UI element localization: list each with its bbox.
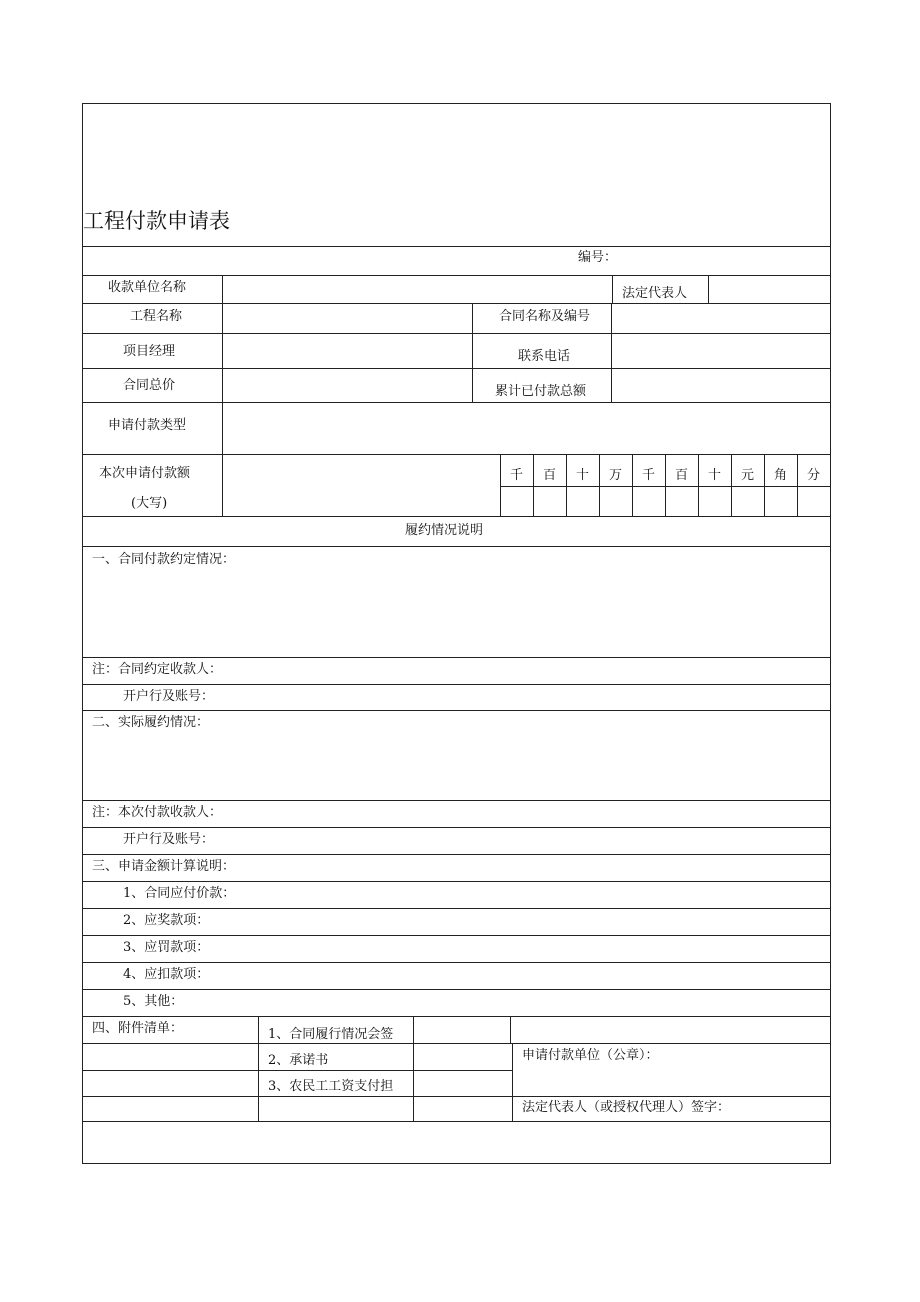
rule xyxy=(533,454,534,516)
amount-label: 本次申请付款额 xyxy=(99,466,191,481)
rule xyxy=(82,710,831,711)
legal-rep-label: 法定代表人 xyxy=(622,286,688,301)
phone-label: 联系电话 xyxy=(518,349,571,364)
project-manager-label: 项目经理 xyxy=(123,344,176,359)
rule xyxy=(599,454,600,516)
rule xyxy=(222,275,223,516)
rule xyxy=(82,303,831,304)
calc-item: 1、合同应付价款： xyxy=(123,886,236,901)
rule xyxy=(82,908,831,909)
project-name-label: 工程名称 xyxy=(130,309,183,324)
section-3-label: 三、申请金额计算说明： xyxy=(92,859,236,874)
calc-item: 2、应奖款项： xyxy=(123,913,210,928)
digit-unit: 十 xyxy=(575,468,589,483)
rule xyxy=(797,454,798,516)
rule xyxy=(82,333,831,334)
rule xyxy=(82,881,831,882)
signature-label: 法定代表人（或授权代理人）签字： xyxy=(522,1100,731,1115)
rule xyxy=(82,368,831,369)
section-2-label: 二、实际履约情况： xyxy=(92,715,210,730)
rule xyxy=(82,962,831,963)
rule xyxy=(258,1016,259,1121)
rule xyxy=(665,454,666,516)
amount-sub-label: (大写) xyxy=(131,496,168,511)
rule xyxy=(82,1043,831,1044)
note-current-payee: 注：本次付款收款人： xyxy=(92,805,223,820)
rule xyxy=(82,1121,831,1122)
rule xyxy=(82,454,831,455)
digit-unit: 百 xyxy=(674,468,688,483)
rule xyxy=(698,454,699,516)
rule xyxy=(472,303,473,402)
digit-unit: 百 xyxy=(542,468,556,483)
rule xyxy=(82,827,831,828)
digit-unit: 万 xyxy=(608,468,622,483)
rule xyxy=(611,303,612,402)
rule xyxy=(82,989,831,990)
rule xyxy=(708,275,709,303)
calc-item: 5、其他： xyxy=(123,994,184,1009)
section-4-label: 四、附件清单： xyxy=(92,1021,184,1036)
paid-total-label: 累计已付款总额 xyxy=(495,384,587,399)
rule xyxy=(510,1016,511,1044)
note-current-bank: 开户行及账号： xyxy=(123,832,215,847)
digit-unit: 分 xyxy=(806,468,820,483)
page-title: 工程付款申请表 xyxy=(83,209,230,233)
calc-item: 3、应罚款项： xyxy=(123,940,210,955)
rule xyxy=(413,1016,414,1121)
rule xyxy=(82,657,831,658)
rule xyxy=(82,516,831,517)
rule xyxy=(82,1016,831,1017)
contract-name-number-label: 合同名称及编号 xyxy=(499,309,591,324)
attachment-item: 1、合同履行情况会签 xyxy=(268,1027,394,1042)
rule xyxy=(82,402,831,403)
digit-unit: 千 xyxy=(509,468,523,483)
rule xyxy=(764,454,765,516)
rule xyxy=(82,246,831,247)
attachment-item: 2、承诺书 xyxy=(268,1053,329,1068)
applicant-unit-label: 申请付款单位（公章）： xyxy=(522,1048,659,1063)
digit-unit: 十 xyxy=(707,468,721,483)
digit-unit: 角 xyxy=(773,468,787,483)
rule xyxy=(731,454,732,516)
section-1-label: 一、合同付款约定情况： xyxy=(92,552,236,567)
rule xyxy=(512,1043,513,1121)
rule xyxy=(82,546,831,547)
attachment-item: 3、农民工工资支付担 xyxy=(268,1079,394,1094)
rule xyxy=(612,275,613,303)
rule xyxy=(82,684,831,685)
rule xyxy=(82,1096,831,1097)
serial-number-label: 编号： xyxy=(578,250,618,265)
rule xyxy=(82,275,831,276)
rule xyxy=(82,1070,512,1071)
rule xyxy=(82,854,831,855)
contract-total-label: 合同总价 xyxy=(123,378,176,393)
performance-heading: 履约情况说明 xyxy=(405,523,484,538)
note-contract-bank: 开户行及账号： xyxy=(123,689,215,704)
payee-name-label: 收款单位名称 xyxy=(108,280,187,295)
rule xyxy=(82,935,831,936)
rule xyxy=(82,800,831,801)
rule xyxy=(566,454,567,516)
payment-type-label: 申请付款类型 xyxy=(108,418,187,433)
digit-unit: 元 xyxy=(740,468,754,483)
calc-item: 4、应扣款项： xyxy=(123,967,210,982)
note-contract-payee: 注：合同约定收款人： xyxy=(92,662,223,677)
rule xyxy=(632,454,633,516)
rule xyxy=(500,454,501,516)
payment-application-form xyxy=(82,103,831,1164)
digit-unit: 千 xyxy=(641,468,655,483)
